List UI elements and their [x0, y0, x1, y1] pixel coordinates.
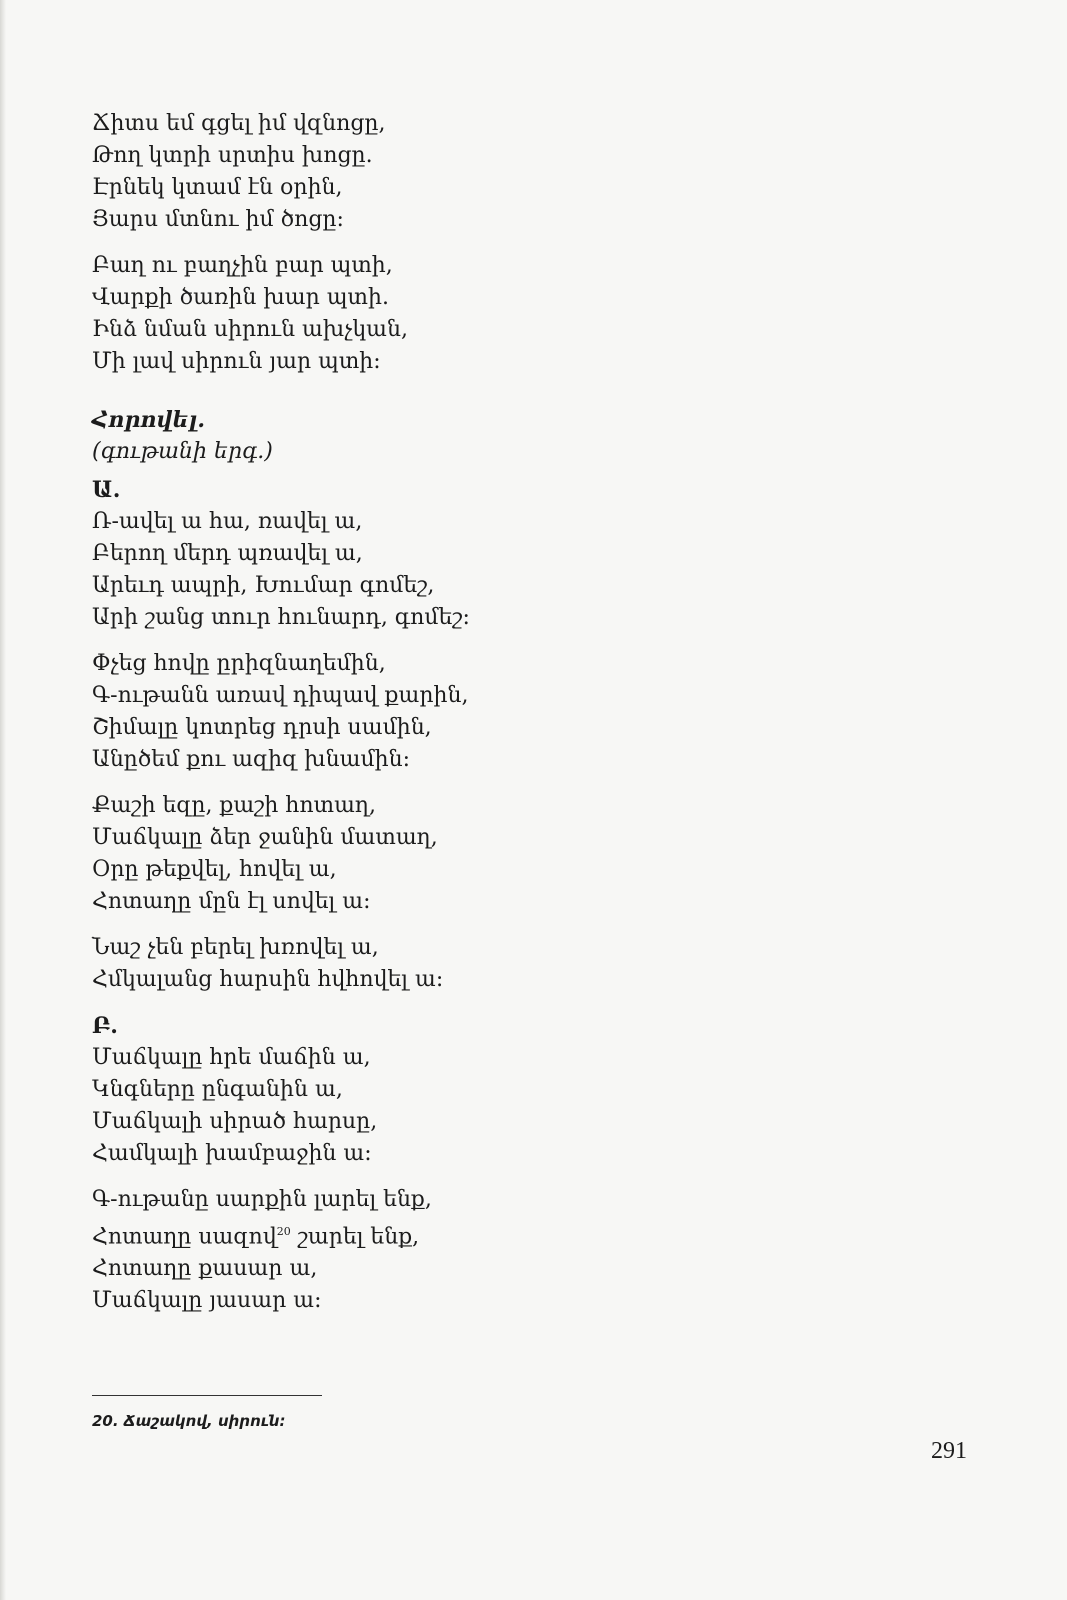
- verse-line: Գ-ութանը սարքին լարել ենք,: [92, 1187, 432, 1212]
- verse-line: Ճիտս եմ գցել իմ վզնոցը,: [92, 111, 386, 136]
- stanza-5: [92, 790, 612, 918]
- stanza-4: [92, 648, 612, 776]
- verse-line: Թող կտրի սրտիս խոցը.: [92, 143, 373, 168]
- part-a-label: Ա.: [92, 477, 121, 503]
- verse-line: Քաշի եզը, քաշի հոտաղ,: [92, 793, 376, 818]
- part-b-label: Բ.: [92, 1013, 118, 1039]
- verse-line: Կնգները ընգանին ա,: [92, 1077, 343, 1102]
- stanza-1: [92, 108, 612, 236]
- verse-line: Մաճկալը հրե մաճին ա,: [92, 1045, 371, 1070]
- page-number: 291: [931, 1438, 967, 1464]
- stanza-2: [92, 250, 612, 378]
- verse-line: Փչեց հովը ըրիզնաղեմին,: [92, 651, 386, 676]
- verse-line: Համկալի խամբաջին ա:: [92, 1141, 372, 1166]
- stanza-7: [92, 1042, 612, 1170]
- verse-line: Նաշ չեն բերել խռովել ա,: [92, 935, 379, 960]
- stanza-8: [92, 1184, 612, 1317]
- verse-line: Մաճկալի սիրած հարսը,: [92, 1109, 378, 1134]
- stanza-6: [92, 932, 612, 996]
- verse-line: Մի լավ սիրուն յար պտի:: [92, 349, 381, 374]
- verse-line: Ինձ նման սիրուն ախչկան,: [92, 317, 409, 342]
- verse-text: Հոտաղը սազով: [92, 1224, 277, 1250]
- verse-text: շարել ենք,: [290, 1224, 420, 1250]
- verse-line-with-footnote: [92, 1216, 612, 1253]
- verse-line: Մաճկալը ձեր ջանին մատաղ,: [92, 825, 438, 850]
- verse-line: Յարս մտնու իմ ծոցը:: [92, 207, 344, 232]
- verse-line: Արի շանց տուր հունարդ, գոմեշ:: [92, 605, 470, 630]
- verse-line: Հոտաղը քասար ա,: [92, 1256, 318, 1282]
- footnote-divider: [92, 1395, 322, 1396]
- song-subheading: (գութանի երգ.): [92, 439, 273, 464]
- poem-text: [92, 108, 612, 1331]
- verse-line: Բերող մերդ պռավել ա,: [92, 541, 363, 566]
- verse-line: Էրնեկ կտամ էն օրին,: [92, 175, 343, 200]
- page-edge-shadow: [0, 0, 6, 1600]
- verse-line: Անըծեմ քու ազիզ խնամին:: [92, 747, 411, 772]
- verse-line: Շիմալը կոտրեց դրսի սամին,: [92, 715, 432, 740]
- verse-line: Օրը թեքվել, հովել ա,: [92, 857, 337, 882]
- verse-line: Բաղ ու բաղչին բար պտի,: [92, 253, 393, 278]
- verse-line: Արեւդ ապրի, Խումար գոմեշ,: [92, 573, 435, 598]
- verse-line: Ռ-ավել ա հա, ռավել ա,: [92, 509, 363, 534]
- footnote-ref: 20: [276, 1225, 291, 1238]
- footnote: 20. Ճաշակով, սիրուն:: [92, 1412, 286, 1430]
- song-heading: Հորովել.: [92, 407, 205, 433]
- verse-line: Գ-ութանն առավ դիպավ քարին,: [92, 683, 469, 708]
- verse-line: Վարքի ծառին խար պտի.: [92, 285, 389, 310]
- verse-line: Հմկալանց հարսին հվհովել ա:: [92, 967, 444, 992]
- verse-line: Հոտաղը մըն էլ սովել ա:: [92, 889, 371, 914]
- stanza-3: [92, 506, 612, 634]
- verse-line: Մաճկալը յասար ա:: [92, 1288, 322, 1314]
